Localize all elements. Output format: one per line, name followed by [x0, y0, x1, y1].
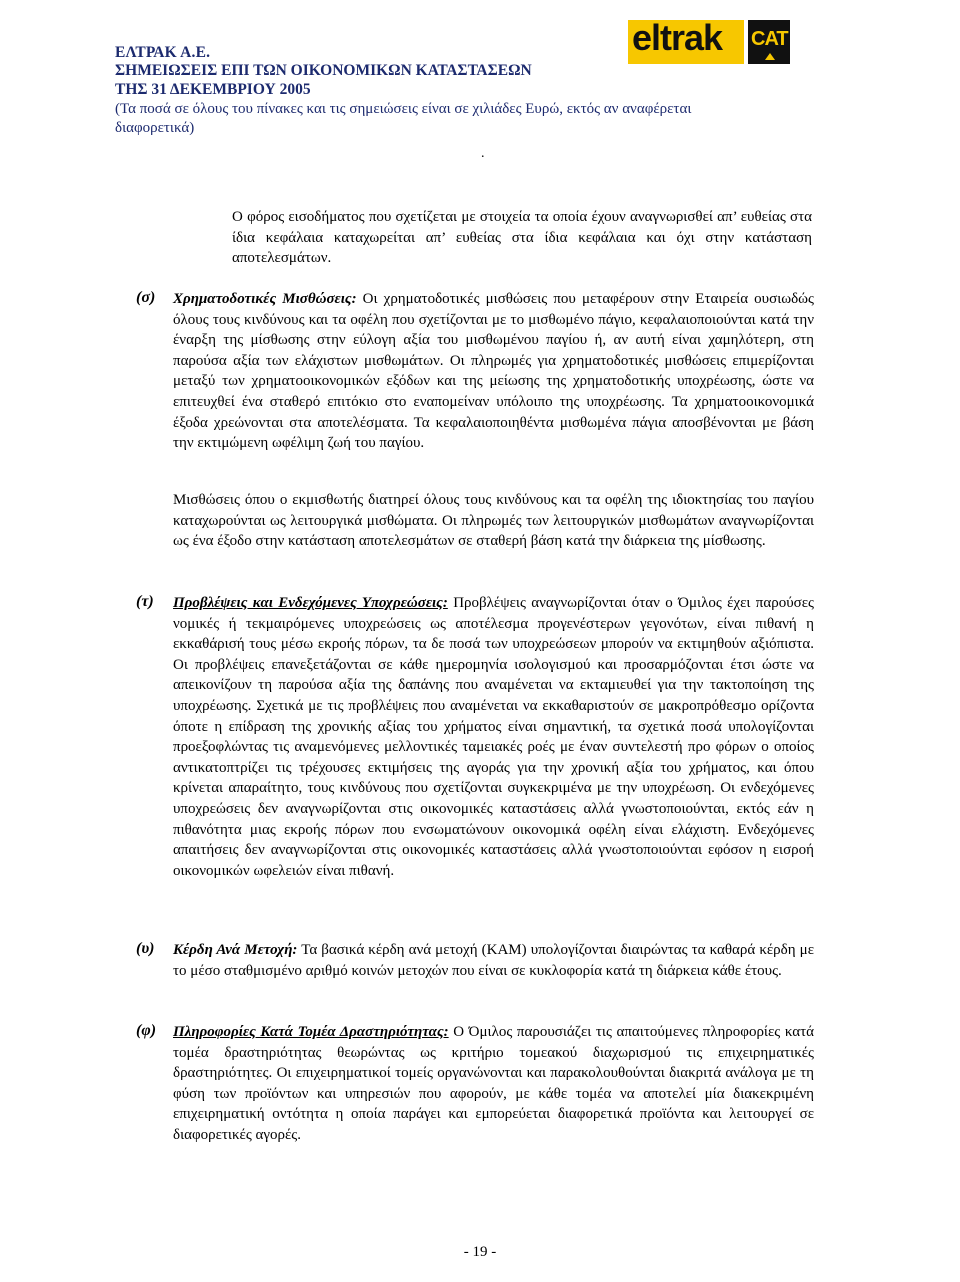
currency-note [115, 100, 755, 138]
section-s-text1: Οι χρηματοδοτικές μισθώσεις που μεταφέρουν στην Εταιρεία ουσιωδώς όλους τους κινδύνους και τα οφέλη που σχετίζονται με το μισθωμένο πάγιο, κεφαλαιοποιούνται κατά την έναρξη της μίσθωσης στην εύλογη αξία του μισθωμένου παγίου ή, αν αυτή είναι χαμηλότερη, στη παρούσα αξία των ελάχιστων μισθωμάτων. Οι πληρωμές για χρηματοδοτικές μισθώσεις επιμερίζονται μεταξύ των χρηματοοικονομικών εξόδων και της μείωσης της χρηματοδοτικής υποχρέωσης, ώστε να επιτευχθεί ένα σταθερό επιτόκιο στο εναπομείναν υπόλοιπο της υποχρέωσης. Τα χρηματοοικονομικά έξοδα χρεώνονται στα αποτελέσματα. Τα κεφαλαιοποιηθέντα μισθωμένα πάγια αποσβένονται με βάση την εκτιμώμενη ωφέλιμη ζωή του παγίου. [173, 291, 814, 452]
section-u-label: (υ) [136, 940, 155, 957]
eltrak-logo-text: eltrak [632, 17, 723, 58]
section-f-text: Ο Όμιλος παρουσιάζει τις απαιτούμενες πληροφορίες κατά τομέα δραστηριότητας θεωρώντας ως κριτήριο τομεακού διαχωρισμού τις επιχειρηματικές δραστηριότητες. Οι επιχειρηματικοί τομείς οργανώνονται και παρακολουθούνται διακριτά ανάλογα με τη φύση των προϊόντων και υπηρεσιών που αφορούν, με κάθε τομέα να αποτελεί μία διακεκριμένη επιχειρηματική οντότητα η οποία παράγει και εμπορεύεται διαφορετικά προϊόντα και λειτουργεί σε διαφορετικές αγορές. [173, 1024, 814, 1143]
cat-logo-text: CAT [751, 28, 788, 50]
section-u-text: Τα βασικά κέρδη ανά μετοχή (ΚΑΜ) υπολογίζονται διαιρώντας τα καθαρά κέρδη με το μέσο σταθμισμένο αριθμό κοινών μετοχών που είναι σε κυκλοφορία κατά τη διάρκεια κάθε έτους. [173, 942, 814, 979]
currency-note-line2: διαφορετικά) [115, 120, 195, 136]
eltrak-logo [628, 17, 744, 64]
section-u-paragraph [173, 940, 814, 981]
eltrak-cat-logo [628, 17, 790, 64]
section-t-heading: Προβλέψεις και Ενδεχόμενες Υποχρεώσεις: [173, 595, 448, 611]
section-u-heading: Κέρδη Ανά Μετοχή: [173, 942, 298, 958]
currency-note-line1: (Τα ποσά σε όλους του πίνακες και τις σημειώσεις είναι σε χιλιάδες Ευρώ, εκτός αν αναφέρεται [115, 101, 692, 117]
section-t-text: Προβλέψεις αναγνωρίζονται όταν ο Όμιλος έχει παρούσες νομικές ή τεκμαιρόμενες υποχρεώσεις ως αποτέλεσμα προγενέστερων γεγονότων, είναι πιθανή η εκκαθάρισή τους μέσω εκροής πόρων, τα δε ποσά των υποχρεώσεων μπορούν να εκτιμηθούν αξιόπιστα. Οι προβλέψεις επανεξετάζονται σε κάθε ημερομηνία ισολογισμού και προσαρμόζονται έτσι ώστε να απεικονίζουν τη παρούσα αξία της δαπάνης που αναμένεται να εκταμιευθεί για την τακτοποίηση της υποχρέωσης. Σχετικά με τις προβλέψεις που αναμένεται να εκκαθαριστούν σε μακροπρόθεσμο ορίζοντα όποτε η επίδραση της χρονικής αξίας του χρήματος είναι σημαντική, τα σχετικά ποσά υπολογίζονται προεξοφλώντας τις αναμενόμενες μελλοντικές ταμειακές ροές με έναν συντελεστή προ φόρων ο οποίος αντικατοπτρίζει τις τρέχουσες εκτιμήσεις της αγοράς για την χρονική αξία του χρήματος, και όπου κρίνεται απαραίτητο, τους κινδύνους που σχετίζονται συγκεκριμένα με την υποχρέωση. Οι ενδεχόμενες υποχρεώσεις δεν αναγνωρίζονται στις οικονομικές καταστάσεις αλλά γνωστοποιούνται, εκτός εάν η πιθανότητα μιας εκροής πόρων που ενσωματώνουν οικονομικά οφέλη είναι ελάχιστη. Ενδεχόμενες απαιτήσεις δεν αναγνωρίζονται στις οικονομικές καταστάσεις αλλά γνωστοποιούνται εφόσον η εισροή οικονομικών ωφελειών είναι πιθανή. [173, 595, 814, 879]
cat-logo [748, 20, 790, 64]
section-s-heading: Χρηματοδοτικές Μισθώσεις: [173, 291, 357, 307]
cat-triangle-icon [765, 53, 775, 60]
section-s-paragraph2: Μισθώσεις όπου ο εκμισθωτής διατηρεί όλους τους κινδύνους και τα οφέλη της ιδιοκτησίας του παγίου καταχωρούνται ως λειτουργικά μισθώματα. Οι πληρωμές των λειτουργικών μισθωμάτων αναγνωρίζονται ως ένα έξοδο στην κατάσταση αποτελεσμάτων σε σταθερή βάση κατά την διάρκεια της μίσθωσης. [173, 492, 814, 550]
page-number: - 19 - [463, 1244, 497, 1260]
section-t-label: (τ) [136, 593, 154, 610]
section-f-paragraph [173, 1022, 814, 1146]
company-name: ΕΛΤΡΑΚ Α.Ε. [115, 44, 211, 61]
stray-dot: . [481, 146, 485, 161]
section-f-label: (φ) [136, 1022, 157, 1039]
section-s-paragraph1 [173, 289, 814, 454]
section-t-paragraph [173, 593, 814, 881]
section-f-heading: Πληροφορίες Κατά Τομέα Δραστηριότητας: [173, 1024, 449, 1040]
report-date: ΤΗΣ 31 ΔΕΚΕΜΒΡΙΟΥ 2005 [115, 81, 311, 98]
report-title: ΣΗΜΕΙΩΣΕΙΣ ΕΠΙ ΤΩΝ ΟΙΚΟΝΟΜΙΚΩΝ ΚΑΤΑΣΤΑΣΕΩΝ [115, 62, 532, 79]
intro-paragraph: Ο φόρος εισοδήματος που σχετίζεται με στοιχεία τα οποία έχουν αναγνωρισθεί απ’ ευθείας στα ίδια κεφάλαια καταχωρείται απ’ ευθείας στα ίδια κεφάλαια και όχι στην κατάσταση αποτελεσμάτων. [232, 209, 812, 267]
section-s-label: (σ) [136, 289, 156, 306]
